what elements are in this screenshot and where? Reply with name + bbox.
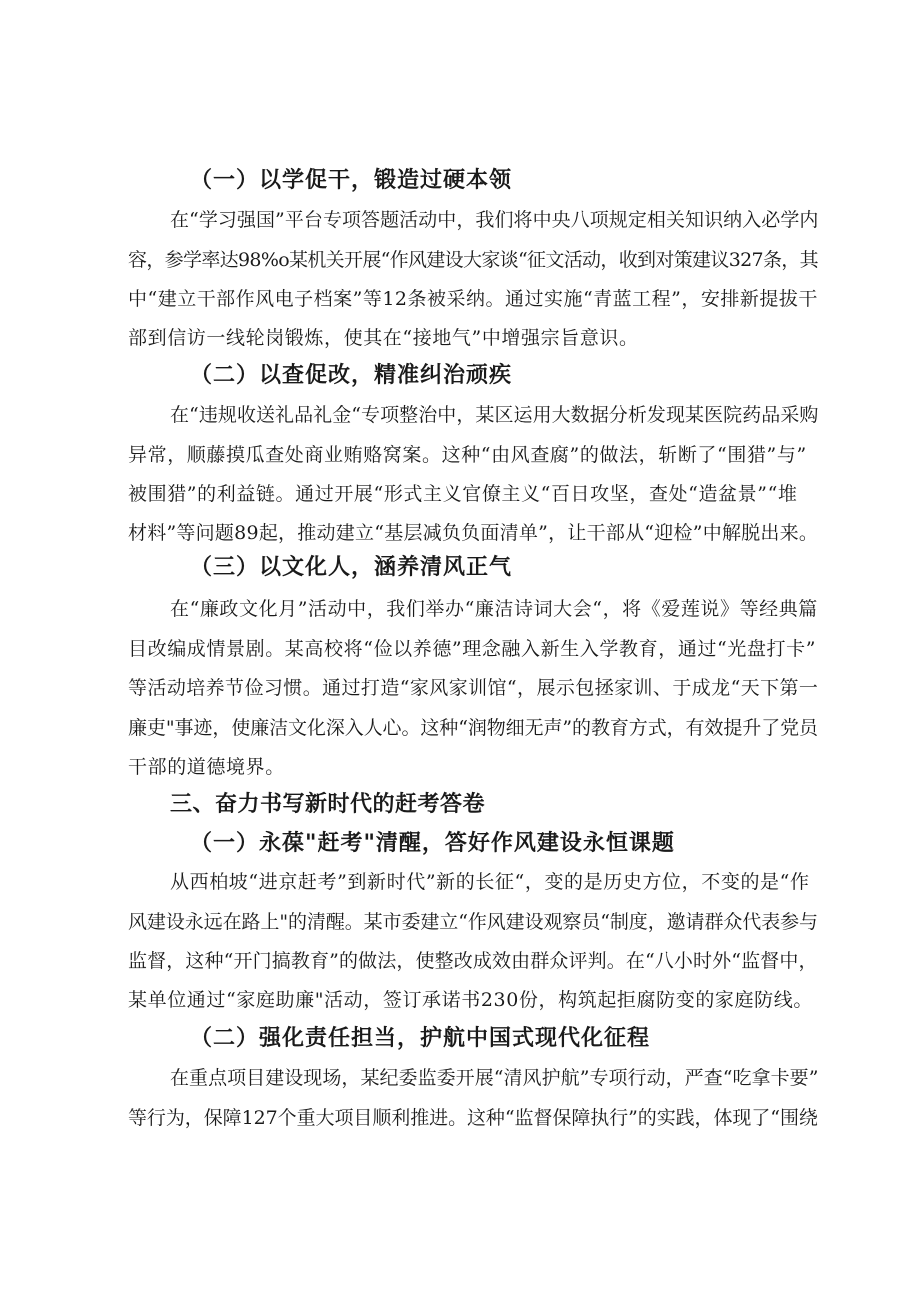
paragraph-line: 等行为，保障127个重大项目顺利推进。这种“监督保障执行”的实践，体现了“围绕 xyxy=(128,1107,818,1129)
paragraph-line: 在“廉政文化月”活动中，我们举办“廉洁诗词大会“，将《爱莲说》等经典篇 xyxy=(170,598,818,620)
subheading-study-promotes-work: （一）以学促干，锻造过硬本领 xyxy=(190,167,513,193)
paragraph-line: 等活动培养节俭习惯。通过打造“家风家训馆“，展示包拯家训、于成龙“天下第一 xyxy=(128,677,819,699)
paragraph-line: 某单位通过“家庭助廉"活动，签订承诺书230份，构筑起拒腐防变的家庭防线。 xyxy=(128,989,813,1011)
paragraph-line: 在“违规收送礼品礼金“专项整治中，某区运用大数据分析发现某医院药品采购 xyxy=(170,404,819,426)
paragraph-line: 从西柏坡“进京赶考”到新时代”新的长征“，变的是历史方位，不变的是“作 xyxy=(170,871,810,893)
paragraph-line: 干部的道德境界。 xyxy=(128,756,285,778)
paragraph-line: 被围猎”的利益链。通过开展“形式主义官僚主义“百日攻坚，查处“造盆景”“堆 xyxy=(128,483,798,505)
paragraph-line: 容，参学率达98%o某机关开展“作风建设大家谈“征文活动，收到对策建议327条，其 xyxy=(128,249,818,271)
paragraph-line: 在重点项目建设现场，某纪委监委开展“清风护航”专项行动，严查“吃拿卡要” xyxy=(170,1067,819,1089)
paragraph-line: 异常，顺藤摸瓜查处商业贿赂窝案。这种“由风查腐”的做法，斩断了“围猎”与” xyxy=(128,444,807,466)
paragraph-line: 在“学习强国”平台专项答题活动中，我们将中央八项规定相关知识纳入必学内 xyxy=(170,209,819,231)
paragraph-line: 监督，这种“开门搞教育”的做法，使整改成效由群众评判。在“八小时外“监督中， xyxy=(128,950,818,972)
paragraph-line: 风建设永远在路上"的清醒。某市委建立“作风建设观察员“制度，邀请群众代表参与 xyxy=(128,911,818,933)
paragraph-line: 廉吏"事迹，使廉洁文化深入人心。这种“润物细无声”的教育方式，有效提升了党员 xyxy=(128,717,818,739)
paragraph-line: 材料”等问题89起，推动建立“基层减负负面清单”，让干部从“迎检”中解脱出来。 xyxy=(128,522,819,544)
paragraph-line: 目改编成情景剧。某高校将“俭以养德”理念融入新生入学教育，通过“光盘打卡” xyxy=(128,638,817,660)
subheading-inspection-promotes-reform: （二）以查促改，精准纠治顽疾 xyxy=(190,362,513,388)
section-title-three: 三、奋力书写新时代的赶考答卷 xyxy=(170,792,486,817)
subheading-strengthen-responsibility: （二）强化责任担当，护航中国式现代化征程 xyxy=(190,1025,651,1051)
paragraph-line: 部到信访一线轮岗锻炼，使其在“接地气”中增强宗旨意识。 xyxy=(128,327,639,349)
subheading-culture-cultivates: （三）以文化人，涵养清风正气 xyxy=(190,554,513,580)
paragraph-line: 中“建立干部作风电子档案”等12条被采纳。通过实施“青蓝工程”，安排新提拔干 xyxy=(128,288,818,310)
subheading-exam-awareness: （一）永葆"赶考"清醒，答好作风建设永恒课题 xyxy=(190,830,675,856)
